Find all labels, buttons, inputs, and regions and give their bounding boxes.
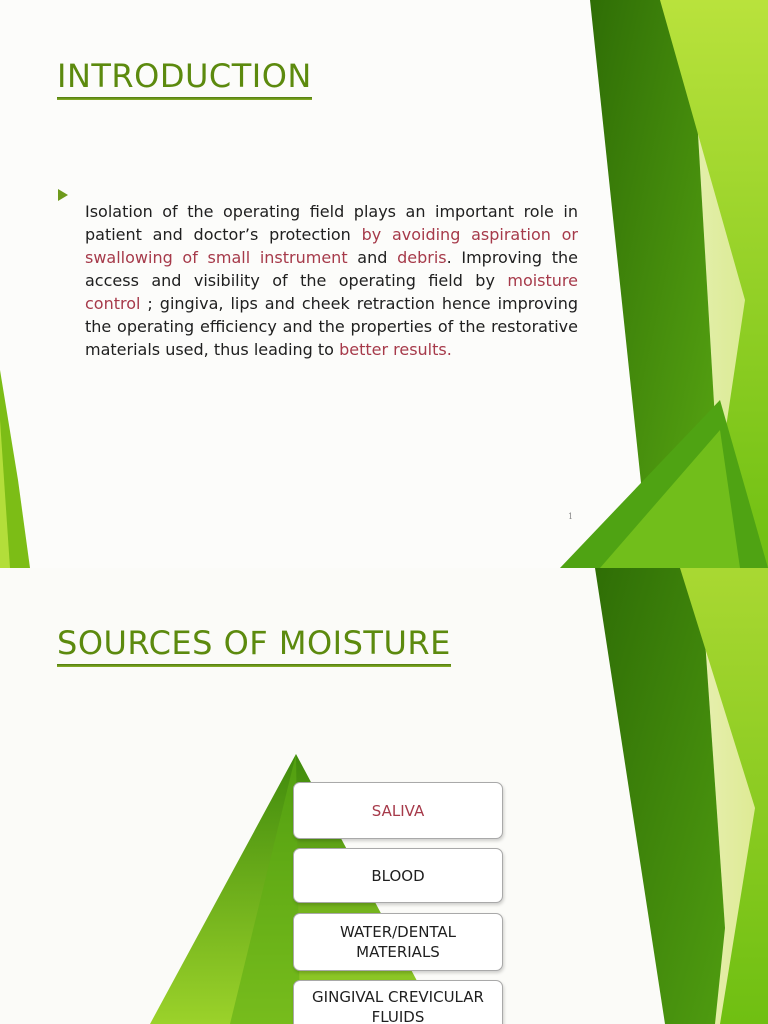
highlight-debris: debris — [397, 248, 447, 267]
slide-title-introduction: INTRODUCTION — [57, 57, 312, 100]
bullet-arrow-icon — [58, 189, 68, 201]
source-box-blood: BLOOD — [293, 848, 503, 903]
source-box-water-dental-materials: WATER/DENTAL MATERIALS — [293, 913, 503, 971]
highlight-moisture-control: moisture control — [85, 271, 578, 313]
source-box-saliva: SALIVA — [293, 782, 503, 839]
bullet-list — [58, 184, 578, 377]
highlight-better-results: better results. — [339, 340, 452, 359]
slide-title-sources: SOURCES OF MOISTURE — [57, 624, 451, 667]
page-number: 1 — [568, 512, 574, 521]
bullet-paragraph: Isolation of the operating field plays an important role in patient and doctor’s protection by avoiding aspiration or swallowing of small instrument and debris. Improving the access and visibility of the operating field by moisture control ; gingiva, lips and cheek retraction hence improving the operating efficiency and the properties of the restorative materials used, thus leading to better results. — [85, 202, 578, 359]
highlight-aspiration: by avoiding aspiration or swallowing of small instrument — [85, 225, 578, 267]
slide-sources-of-moisture — [0, 568, 768, 1024]
source-box-gingival-crevicular-fluids: GINGIVAL CREVICULAR FLUIDS — [293, 980, 503, 1024]
title-underline — [57, 97, 312, 100]
title-underline — [57, 664, 451, 667]
